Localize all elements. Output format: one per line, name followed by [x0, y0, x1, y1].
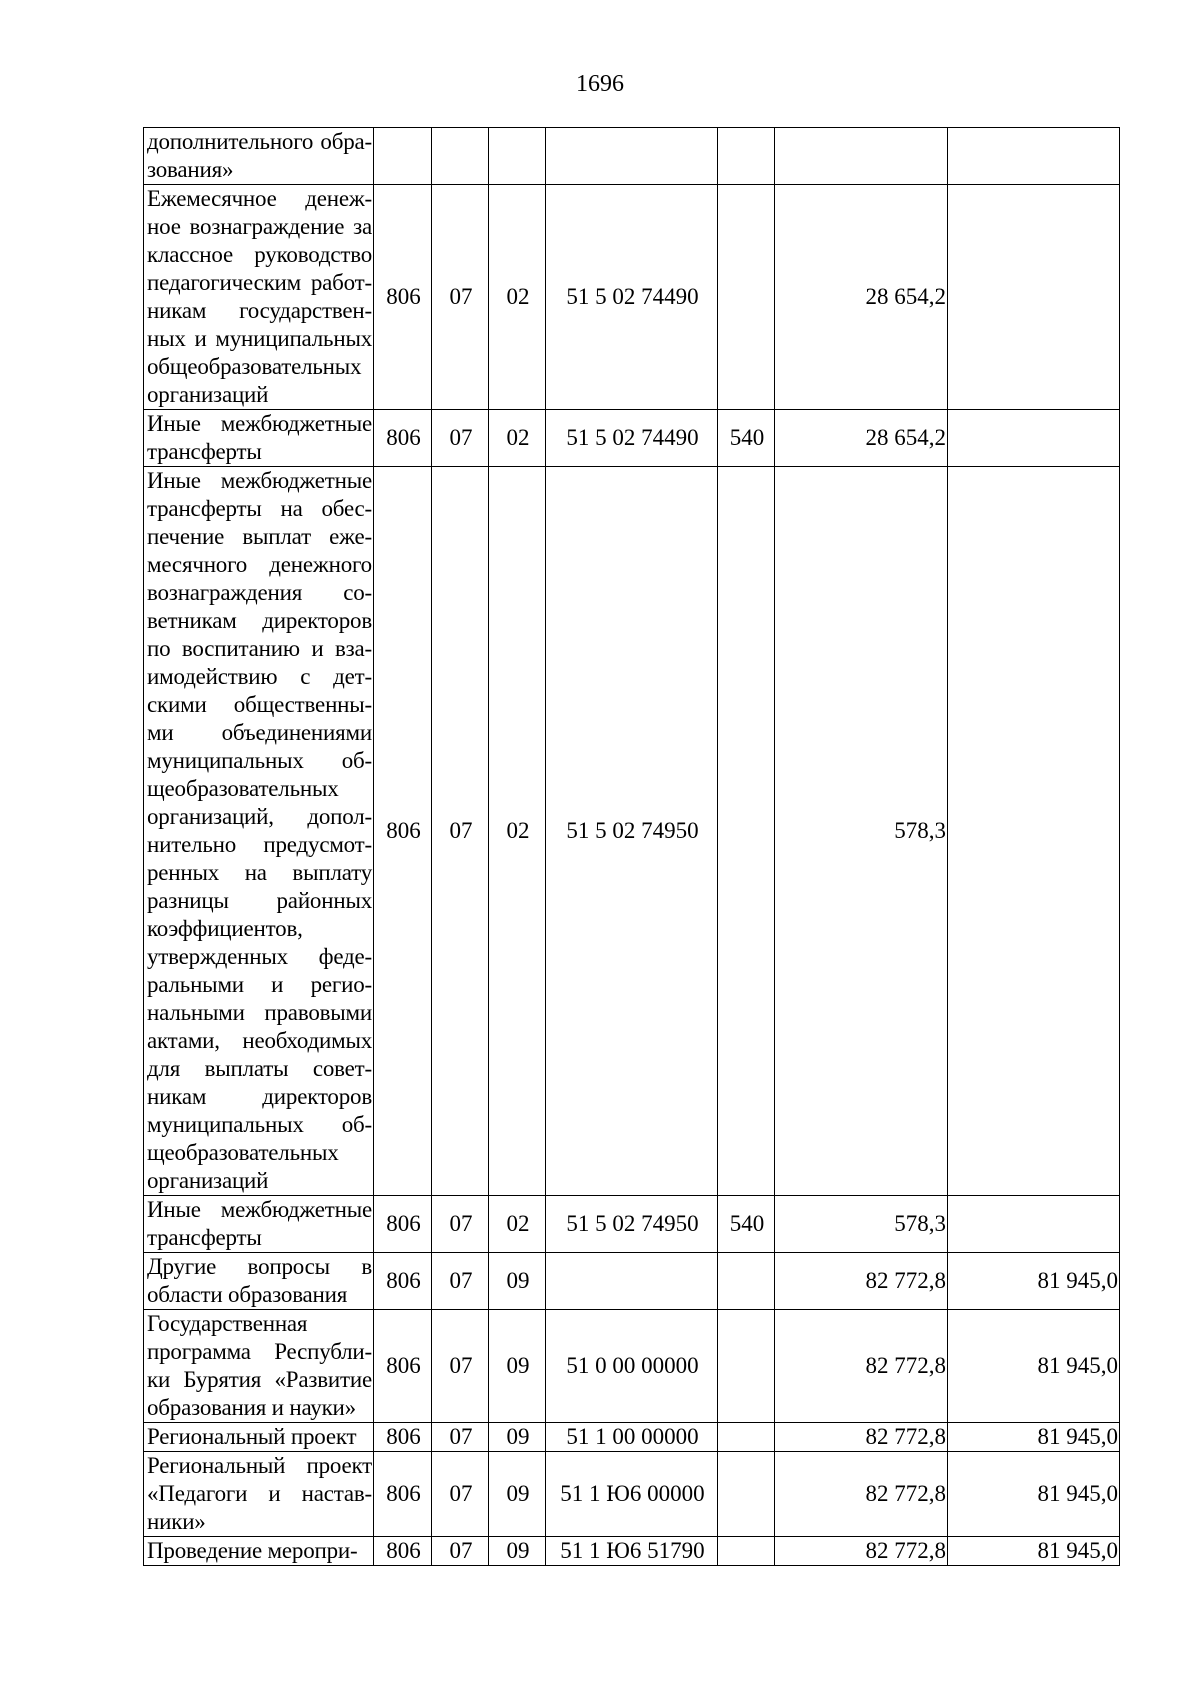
- row-pr: [489, 128, 546, 185]
- row-sum1: 578,3: [775, 1196, 948, 1253]
- row-sum1: [775, 128, 948, 185]
- row-name: Государственная программа Республи-ки Бурятия «Развитие образования и науки»: [144, 1310, 374, 1423]
- row-sum2: 81 945,0: [948, 1423, 1120, 1452]
- row-ved: [374, 128, 432, 185]
- row-name: дополнительного обра-зования»: [144, 128, 374, 185]
- row-sum1: 82 772,8: [775, 1423, 948, 1452]
- row-rz: [432, 128, 489, 185]
- row-sum2: 81 945,0: [948, 1452, 1120, 1537]
- row-ved: 806: [374, 1452, 432, 1537]
- row-sum1: 82 772,8: [775, 1452, 948, 1537]
- row-ved: 806: [374, 410, 432, 467]
- row-csr: [546, 1253, 718, 1310]
- table-row: [144, 1452, 1120, 1537]
- row-sum1: 28 654,2: [775, 410, 948, 467]
- row-rz: 07: [432, 1310, 489, 1423]
- row-name: Другие вопросы в области образования: [144, 1253, 374, 1310]
- row-sum1: 82 772,8: [775, 1253, 948, 1310]
- row-pr: 09: [489, 1452, 546, 1537]
- row-sum2: [948, 1196, 1120, 1253]
- row-ved: 806: [374, 467, 432, 1196]
- row-ved: 806: [374, 1310, 432, 1423]
- row-csr: 51 5 02 74950: [546, 467, 718, 1196]
- row-csr: 51 5 02 74950: [546, 1196, 718, 1253]
- table-row: [144, 467, 1120, 1196]
- row-name: Проведение меропри-: [144, 1537, 374, 1566]
- row-pr: 02: [489, 1196, 546, 1253]
- row-sum2: 81 945,0: [948, 1537, 1120, 1566]
- row-csr: 51 0 00 00000: [546, 1310, 718, 1423]
- row-ved: 806: [374, 1253, 432, 1310]
- row-name: Региональный проект: [144, 1423, 374, 1452]
- row-rz: 07: [432, 410, 489, 467]
- row-ved: 806: [374, 1196, 432, 1253]
- row-vr: [718, 467, 775, 1196]
- row-vr: [718, 1452, 775, 1537]
- row-rz: 07: [432, 185, 489, 410]
- row-ved: 806: [374, 1423, 432, 1452]
- row-name: Иные межбюджетные трансферты: [144, 1196, 374, 1253]
- row-sum2: [948, 185, 1120, 410]
- row-ved: 806: [374, 1537, 432, 1566]
- row-sum2: [948, 410, 1120, 467]
- row-sum1: 578,3: [775, 467, 948, 1196]
- row-pr: 02: [489, 410, 546, 467]
- table-row: [144, 128, 1120, 185]
- row-csr: 51 5 02 74490: [546, 410, 718, 467]
- row-rz: 07: [432, 1452, 489, 1537]
- row-csr: 51 1 Ю6 00000: [546, 1452, 718, 1537]
- row-rz: 07: [432, 1537, 489, 1566]
- row-name: Иные межбюджетные трансферты на обес-печение выплат еже-месячного денежного вознаграждения со-ветникам директоров по воспитанию и вза-имодействию с дет-скими общественны-ми объединениями муниципальных об-щеобразовательных организаций, допол-нительно предусмот-ренных на выплату разницы районных коэффициентов, утвержденных феде-ральными и регио-нальными правовыми актами, необходимых для выплаты совет-никам директоров муниципальных об-щеобразовательных организаций: [144, 467, 374, 1196]
- row-sum2: [948, 128, 1120, 185]
- row-rz: 07: [432, 467, 489, 1196]
- row-pr: 09: [489, 1310, 546, 1423]
- row-rz: 07: [432, 1423, 489, 1452]
- table-row: [144, 410, 1120, 467]
- table-row: [144, 1253, 1120, 1310]
- row-vr: [718, 1537, 775, 1566]
- row-pr: 09: [489, 1423, 546, 1452]
- budget-table: [143, 127, 1120, 1566]
- row-csr: 51 5 02 74490: [546, 185, 718, 410]
- row-name: Региональный проект «Педагоги и настав-ники»: [144, 1452, 374, 1537]
- page-number: 1696: [576, 71, 624, 97]
- row-rz: 07: [432, 1196, 489, 1253]
- row-vr: [718, 1253, 775, 1310]
- row-name: Ежемесячное денеж-ное вознаграждение за классное руководство педагогическим работ-никам государствен-ных и муниципальных общеобразовательных организаций: [144, 185, 374, 410]
- table-row: [144, 1310, 1120, 1423]
- row-sum2: 81 945,0: [948, 1253, 1120, 1310]
- table-row: [144, 1423, 1120, 1452]
- row-rz: 07: [432, 1253, 489, 1310]
- row-name: Иные межбюджетные трансферты: [144, 410, 374, 467]
- row-ved: 806: [374, 185, 432, 410]
- row-csr: 51 1 00 00000: [546, 1423, 718, 1452]
- row-sum1: 82 772,8: [775, 1310, 948, 1423]
- row-vr: [718, 185, 775, 410]
- row-vr: 540: [718, 1196, 775, 1253]
- row-vr: [718, 1310, 775, 1423]
- row-sum2: 81 945,0: [948, 1310, 1120, 1423]
- row-vr: 540: [718, 410, 775, 467]
- row-vr: [718, 1423, 775, 1452]
- row-csr: 51 1 Ю6 51790: [546, 1537, 718, 1566]
- row-csr: [546, 128, 718, 185]
- row-pr: 09: [489, 1253, 546, 1310]
- row-pr: 02: [489, 185, 546, 410]
- table-row: [144, 1537, 1120, 1566]
- row-pr: 02: [489, 467, 546, 1196]
- table-row: [144, 185, 1120, 410]
- row-sum1: 82 772,8: [775, 1537, 948, 1566]
- row-pr: 09: [489, 1537, 546, 1566]
- row-sum1: 28 654,2: [775, 185, 948, 410]
- row-sum2: [948, 467, 1120, 1196]
- table-row: [144, 1196, 1120, 1253]
- row-vr: [718, 128, 775, 185]
